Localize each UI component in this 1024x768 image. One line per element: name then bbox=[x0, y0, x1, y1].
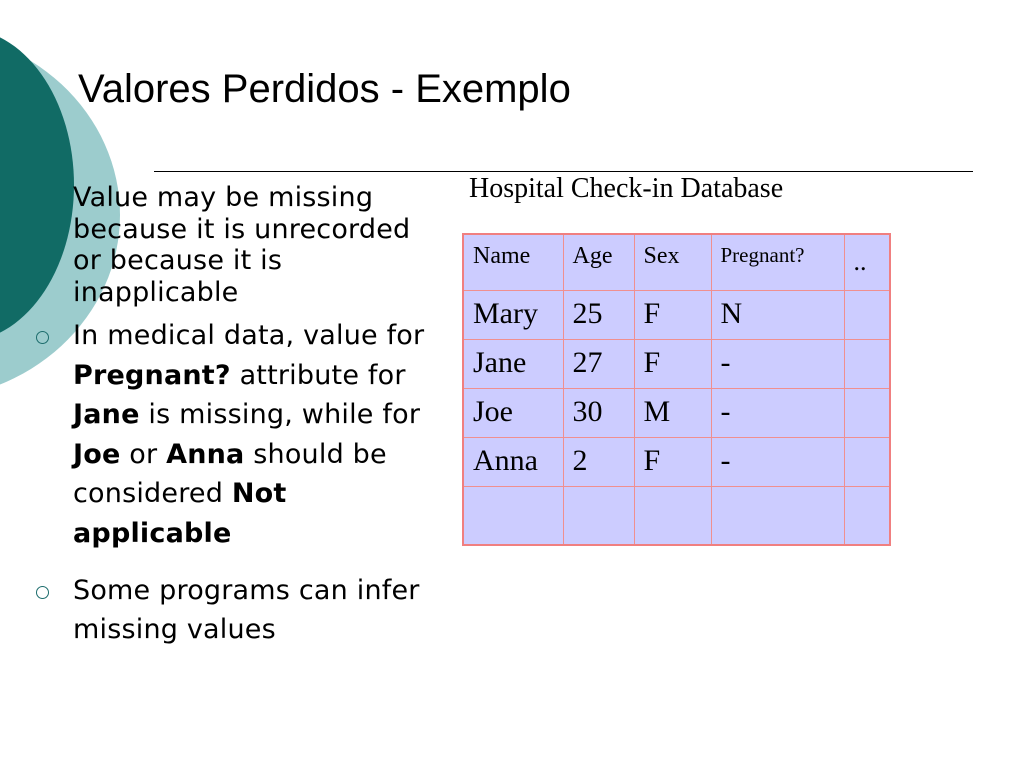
bullet-text bbox=[73, 575, 420, 646]
table-cell: - bbox=[711, 339, 844, 388]
table-cell bbox=[844, 339, 890, 388]
bullet-text bbox=[73, 182, 410, 308]
bullet-text-segment: In medical data, value for bbox=[73, 320, 425, 351]
table-cell: 30 bbox=[563, 388, 634, 437]
table-cell bbox=[634, 486, 711, 545]
bullet-list bbox=[28, 182, 428, 650]
header-cell-more: .. bbox=[844, 234, 890, 290]
table-cell: Anna bbox=[463, 437, 563, 486]
table-cell: - bbox=[711, 437, 844, 486]
bullet-bold-text: Jane bbox=[73, 399, 140, 431]
table-cell: Mary bbox=[463, 290, 563, 339]
bullet-bold-text: Anna bbox=[166, 438, 245, 470]
bullet-circle-icon bbox=[36, 331, 49, 344]
table-row bbox=[463, 437, 890, 486]
bullet-text-segment: should be considered bbox=[73, 438, 387, 510]
header-cell-name: Name bbox=[463, 234, 563, 290]
table-cell: F bbox=[634, 290, 711, 339]
table-cell: 27 bbox=[563, 339, 634, 388]
bullet-item bbox=[28, 182, 428, 308]
bullet-text-segment: is missing, while for bbox=[139, 399, 421, 431]
table-row bbox=[463, 388, 890, 437]
bullet-text-segment: Value may be missing because it is unrecorded or because it is inapplicable bbox=[73, 182, 411, 308]
table-row bbox=[463, 339, 890, 388]
table-cell bbox=[563, 486, 634, 545]
table-row-empty bbox=[463, 486, 890, 545]
table-cell: 25 bbox=[563, 290, 634, 339]
table-cell bbox=[844, 388, 890, 437]
hospital-table bbox=[462, 233, 891, 546]
table-cell: Jane bbox=[463, 339, 563, 388]
bullet-text-segment: Some programs can infer missing values bbox=[73, 574, 420, 646]
table-cell bbox=[844, 290, 890, 339]
bullet-text-segment: or bbox=[120, 438, 167, 470]
bullet-bold-text: Pregnant? bbox=[73, 359, 231, 391]
table-cell bbox=[711, 486, 844, 545]
header-cell-pregnant: Pregnant? bbox=[711, 234, 844, 290]
table-cell: N bbox=[711, 290, 844, 339]
bullet-text bbox=[73, 320, 424, 549]
table-cell: 2 bbox=[563, 437, 634, 486]
bullet-item bbox=[28, 316, 428, 554]
header-cell-age: Age bbox=[563, 234, 634, 290]
table-cell: Joe bbox=[463, 388, 563, 437]
table-cell bbox=[463, 486, 563, 545]
table-cell: M bbox=[634, 388, 711, 437]
table-cell: F bbox=[634, 339, 711, 388]
bullet-circle-icon bbox=[36, 586, 49, 599]
table-header-row bbox=[463, 234, 890, 290]
bullet-bold-text: Not applicable bbox=[73, 478, 287, 549]
slide-title: Valores Perdidos - Exemplo bbox=[78, 67, 571, 111]
header-cell-sex: Sex bbox=[634, 234, 711, 290]
table-row bbox=[463, 290, 890, 339]
table-cell: F bbox=[634, 437, 711, 486]
bullet-item bbox=[28, 571, 428, 650]
bullet-text-segment: attribute for bbox=[230, 359, 406, 391]
table-cell bbox=[844, 486, 890, 545]
table-caption: Hospital Check-in Database bbox=[469, 173, 784, 204]
bullet-bold-text: Joe bbox=[73, 438, 121, 470]
table-cell bbox=[844, 437, 890, 486]
table-cell: - bbox=[711, 388, 844, 437]
